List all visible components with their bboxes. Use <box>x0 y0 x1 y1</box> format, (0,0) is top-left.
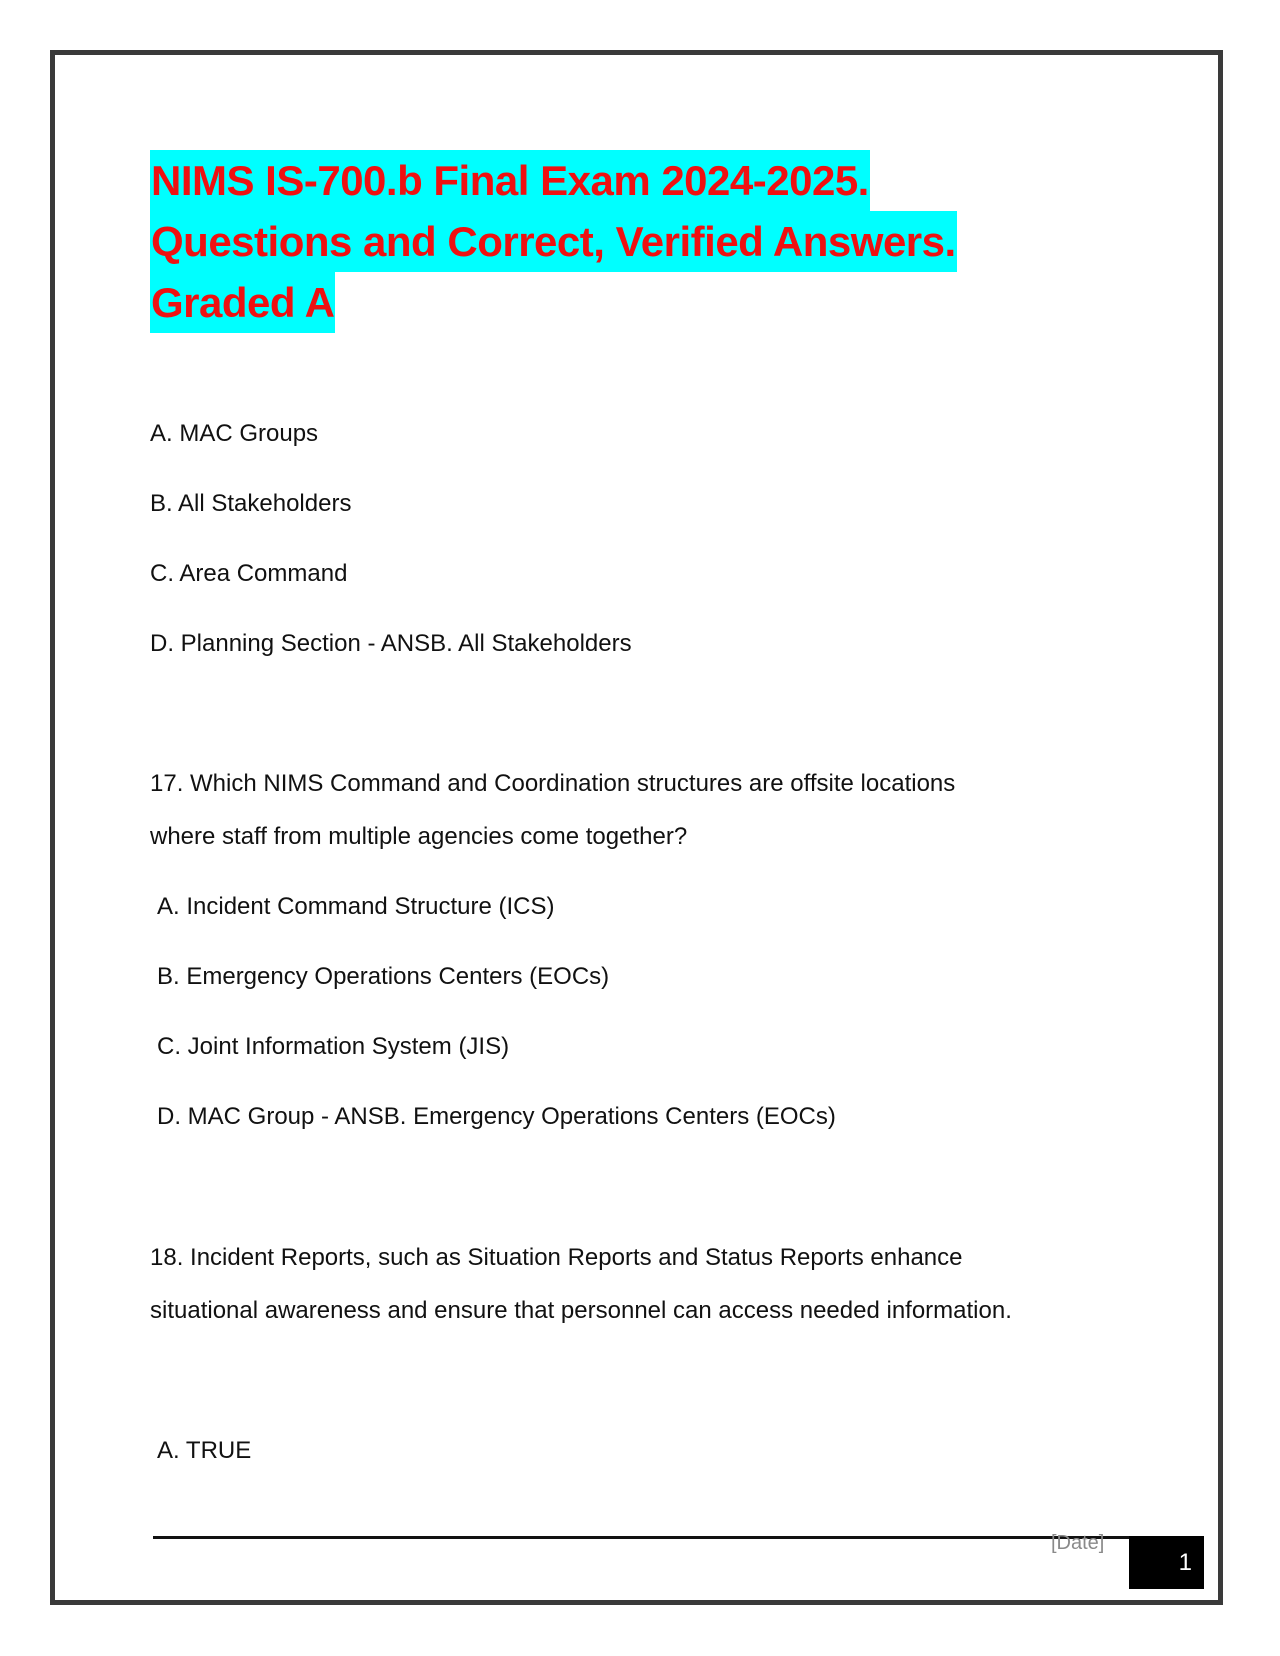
page-number: 1 <box>1178 1549 1192 1576</box>
q16-option-b: B. All Stakeholders <box>150 490 352 517</box>
title-line-1: NIMS IS-700.b Final Exam 2024-2025. <box>150 150 870 211</box>
q17-question-line-2: where staff from multiple agencies come together? <box>150 823 688 850</box>
q18-question-line-2: situational awareness and ensure that personnel can access needed information. <box>150 1297 1012 1324</box>
q17-option-d-answer: D. MAC Group - ANSB. Emergency Operations Centers (EOCs) <box>157 1103 836 1130</box>
q16-option-c: C. Area Command <box>150 560 348 587</box>
document-title <box>150 150 1050 333</box>
q17-question-line-1: 17. Which NIMS Command and Coordination structures are offsite locations <box>150 770 956 797</box>
q16-option-a: A. MAC Groups <box>150 420 319 447</box>
q18-question-line-1: 18. Incident Reports, such as Situation Reports and Status Reports enhance <box>150 1244 963 1271</box>
title-line-3: Graded A <box>150 272 335 333</box>
q16-option-d-answer: D. Planning Section - ANSB. All Stakeholders <box>150 630 632 657</box>
title-line-2: Questions and Correct, Verified Answers. <box>150 211 957 272</box>
q17-option-b: B. Emergency Operations Centers (EOCs) <box>157 963 610 990</box>
q18-option-a: A. TRUE <box>157 1437 252 1464</box>
footer-rule <box>153 1536 1203 1539</box>
q17-option-a: A. Incident Command Structure (ICS) <box>157 893 555 920</box>
footer-date: [Date] <box>1051 1532 1105 1554</box>
q17-option-c: C. Joint Information System (JIS) <box>157 1033 510 1060</box>
page-number-box <box>1129 1536 1204 1589</box>
